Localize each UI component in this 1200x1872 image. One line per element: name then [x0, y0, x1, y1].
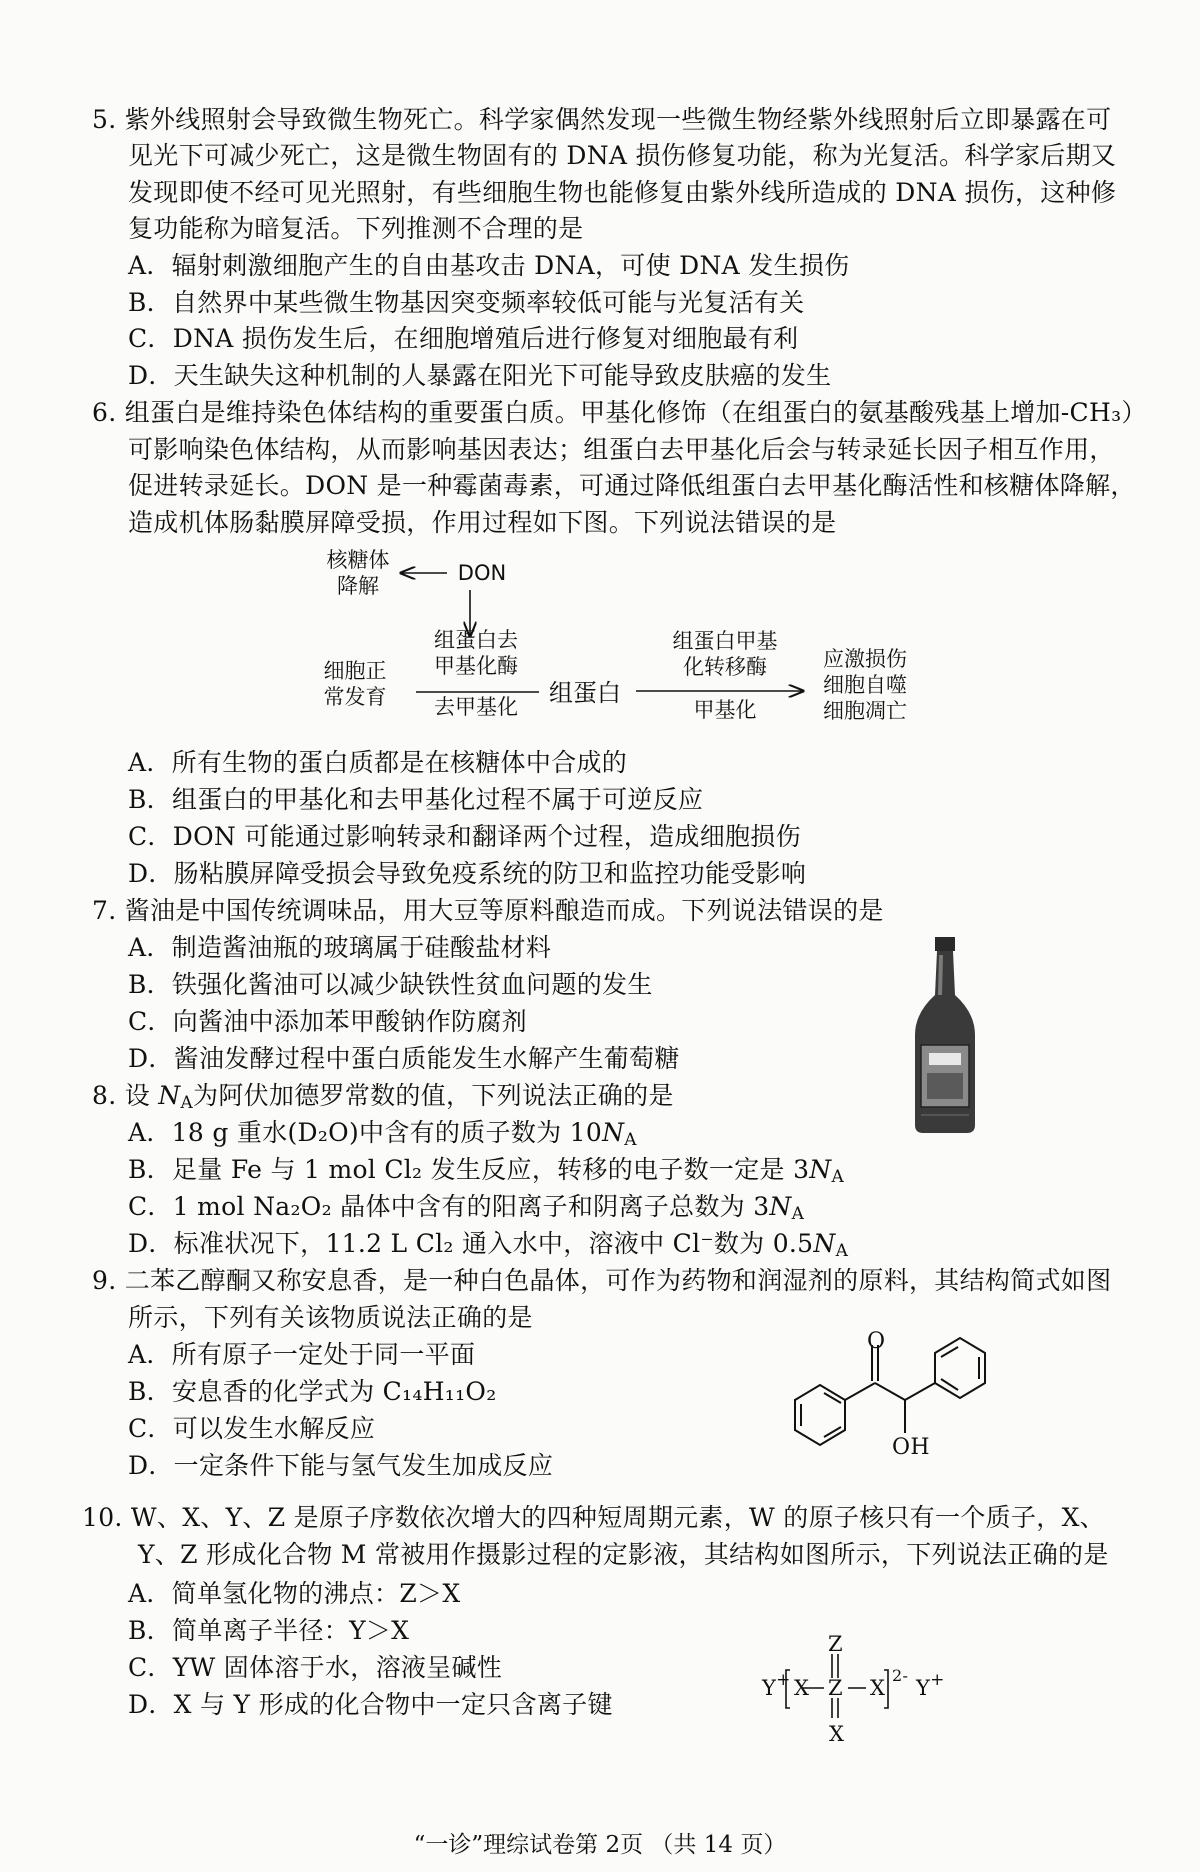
q5-stem-line-1: 5. 紫外线照射会导致微生物死亡。科学家偶然发现一些微生物经紫外线照射后立即暴露在可	[92, 105, 1112, 134]
q5-stem-line-3: 发现即使不经可见光照射，有些细胞生物也能修复由紫外线所造成的 DNA 损伤，这种修	[128, 178, 1117, 207]
q10-stem-line-2: Y、Z 形成化合物 M 常被用作摄影过程的定影液，其结构如图所示，下列说法正确的是	[138, 1540, 1109, 1569]
q9-stem-line-2: 所示，下列有关该物质说法正确的是	[128, 1303, 533, 1332]
y-left-label: Y+	[762, 1670, 791, 1700]
q8-option-a: A．18 g 重水(D₂O)中含有的质子数为 $10N_A$	[128, 1118, 637, 1150]
q10-option-a: A．简单氢化物的沸点：Z＞X	[128, 1579, 461, 1608]
q9-option-a: A．所有原子一定处于同一平面	[128, 1340, 476, 1369]
histone-label: 组蛋白	[549, 679, 621, 707]
don-label: DON	[457, 561, 507, 585]
q6-stem-line-3: 促进转录延长。DON 是一种霉菌毒素，可通过降低组蛋白去甲基化酶活性和核糖体降解，	[128, 471, 1136, 500]
q9-option-c: C．可以发生水解反应	[128, 1414, 376, 1443]
q10-option-d: D．X 与 Y 形成的化合物中一定只含离子键	[128, 1690, 613, 1719]
diagram-arrows	[0, 0, 1200, 800]
carbonyl-oxygen-label: O	[867, 1329, 886, 1354]
x-left-label: X	[794, 1676, 810, 1700]
q6-stem-line-4: 造成机体肠黏膜屏障受损，作用过程如下图。下列说法错误的是	[128, 508, 837, 537]
q7-option-d: D．酱油发酵过程中蛋白质能发生水解产生葡萄糖	[128, 1044, 680, 1073]
q9-option-b: B．安息香的化学式为 C₁₄H₁₁O₂	[128, 1377, 497, 1406]
q6-stem-line-2: 可影响染色体结构，从而影响基因表达；组蛋白去甲基化后会与转录延长因子相互作用，	[128, 435, 1115, 464]
x-bottom-label: X	[829, 1722, 845, 1746]
q7-option-c: C．向酱油中添加苯甲酸钠作防腐剂	[128, 1007, 527, 1036]
q10-option-c: C．YW 固体溶于水，溶液呈碱性	[128, 1653, 503, 1682]
q6-option-c: C．DON 可能通过影响转录和翻译两个过程，造成细胞损伤	[128, 822, 801, 851]
hydroxyl-label: OH	[892, 1435, 930, 1460]
q6-stem-line-1: 6. 组蛋白是维持染色体结构的重要蛋白质。甲基化修饰（在组蛋白的氨基酸残基上增加-CH₃）	[92, 398, 1147, 427]
charge-label: 2-	[892, 1666, 909, 1685]
q5-option-d: D．天生缺失这种机制的人暴露在阳光下可能导致皮肤癌的发生	[128, 361, 832, 390]
ring-to-carbonyl-bond	[845, 1383, 875, 1400]
q6-option-b: B．组蛋白的甲基化和去甲基化过程不属于可逆反应	[128, 785, 704, 814]
ribosome-degradation-label: 核糖体 降解	[326, 548, 390, 598]
demethylase-label: 组蛋白去 甲基化酶	[434, 628, 518, 678]
q8-option-d: D．标准状况下，11.2 L Cl₂ 通入水中，溶液中 Cl⁻数为 $0.5N_A$	[128, 1229, 849, 1261]
q8-option-c: C．1 mol Na₂O₂ 晶体中含有的阳离子和阴离子总数为 $3N_A$	[128, 1192, 805, 1224]
q7-stem: 7. 酱油是中国传统调味品，用大豆等原料酿造而成。下列说法错误的是	[92, 896, 884, 925]
normal-development-label: 细胞正 常发育	[323, 659, 387, 709]
x-right-label: X	[870, 1676, 886, 1700]
z-top-label: Z	[828, 1632, 843, 1656]
q8-option-b: B．足量 Fe 与 1 mol Cl₂ 发生反应，转移的电子数一定是 $3N_A$	[128, 1155, 845, 1187]
y-right-label: Y+	[916, 1670, 945, 1700]
q5-stem-line-4: 复功能称为暗复活。下列推测不合理的是	[128, 214, 584, 243]
damage-outcomes-label: 应激损伤 细胞自噬 细胞凋亡	[823, 647, 907, 723]
soy-sauce-bottle-image	[905, 935, 985, 1135]
methylation-label: 甲基化	[693, 698, 757, 722]
right-benzene-ring	[935, 1338, 985, 1398]
q8-stem: 8. 设 $N_A$为阿伏加德罗常数的值，下列说法正确的是	[92, 1081, 674, 1113]
q10-option-b: B．简单离子半径：Y＞X	[128, 1616, 410, 1645]
methyltransferase-label: 组蛋白甲基 化转移酶	[672, 629, 778, 679]
q5-option-a: A．辐射刺激细胞产生的自由基攻击 DNA，可使 DNA 发生损伤	[128, 251, 850, 280]
q7-option-b: B．铁强化酱油可以减少缺铁性贫血问题的发生	[128, 970, 653, 999]
z-center-label: Z	[828, 1676, 843, 1700]
q5-option-b: B．自然界中某些微生物基因突变频率较低可能与光复活有关	[128, 288, 805, 317]
q9-option-d: D．一定条件下能与氢气发生加成反应	[128, 1451, 554, 1480]
left-benzene-ring	[795, 1385, 845, 1445]
q7-option-a: A．制造酱油瓶的玻璃属于硅酸盐材料	[128, 933, 552, 962]
q10-stem-line-1: 10. W、X、Y、Z 是原子序数依次增大的四种短周期元素，W 的原子核只有一个质子，X、	[82, 1503, 1105, 1532]
q5-stem-line-2: 见光下可减少死亡，这是微生物固有的 DNA 损伤修复功能，称为光复活。科学家后期又	[128, 141, 1117, 170]
demethylation-label: 去甲基化	[434, 695, 518, 719]
q6-option-a: A．所有生物的蛋白质都是在核糖体中合成的	[128, 748, 628, 777]
q6-option-d: D．肠粘膜屏障受损会导致免疫系统的防卫和监控功能受影响	[128, 859, 807, 888]
q5-option-c: C．DNA 损伤发生后，在细胞增殖后进行修复对细胞最有利	[128, 324, 799, 353]
q9-stem-line-1: 9. 二苯乙醇酮又称安息香，是一种白色晶体，可作为药物和润湿剂的原料，其结构简式如图	[92, 1266, 1112, 1295]
page-footer: “一诊”理综试卷第 2页 （共 14 页）	[413, 1832, 787, 1858]
